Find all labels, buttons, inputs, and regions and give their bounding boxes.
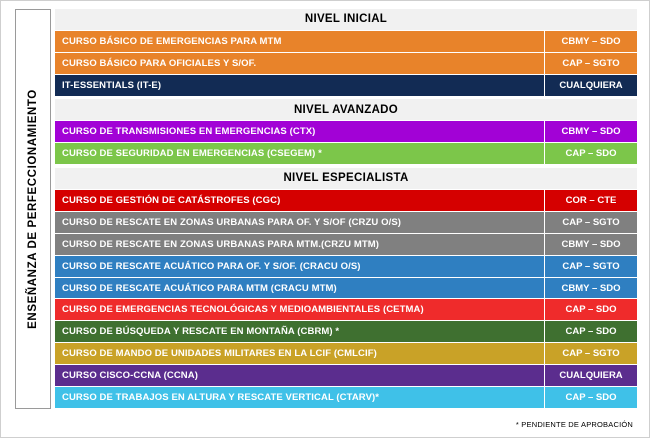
- course-rank-range: CAP – SDO: [544, 299, 637, 320]
- section-header: NIVEL AVANZADO: [55, 99, 637, 121]
- course-row[interactable]: [55, 278, 637, 300]
- course-row[interactable]: [55, 387, 637, 409]
- course-name: CURSO DE RESCATE EN ZONAS URBANAS PARA OF. Y S/OF (CRZU O/S): [55, 212, 544, 233]
- course-row[interactable]: [55, 343, 637, 365]
- course-row[interactable]: [55, 143, 637, 165]
- course-row[interactable]: [55, 190, 637, 212]
- course-rank-range: CBMY – SDO: [544, 278, 637, 299]
- course-name: IT-ESSENTIALS (IT-E): [55, 75, 544, 96]
- course-row[interactable]: [55, 365, 637, 387]
- course-name: CURSO DE TRANSMISIONES EN EMERGENCIAS (CTX): [55, 121, 544, 142]
- course-row[interactable]: [55, 321, 637, 343]
- training-levels-chart: [15, 9, 637, 409]
- vertical-axis-title-label: ENSEÑANZA DE PERFECCIONAMIENTO: [27, 89, 39, 329]
- course-rank-range: CAP – SGTO: [544, 256, 637, 277]
- course-rank-range: CAP – SGTO: [544, 343, 637, 364]
- section-header: NIVEL INICIAL: [55, 9, 637, 31]
- course-rank-range: CAP – SDO: [544, 143, 637, 164]
- course-row[interactable]: [55, 212, 637, 234]
- course-name: CURSO DE RESCATE EN ZONAS URBANAS PARA MTM.(CRZU MTM): [55, 234, 544, 255]
- course-name: CURSO DE EMERGENCIAS TECNOLÓGICAS Y MEDIOAMBIENTALES (CETMA): [55, 299, 544, 320]
- course-row[interactable]: [55, 121, 637, 143]
- course-name: CURSO DE RESCATE ACUÁTICO PARA OF. Y S/OF. (CRACU O/S): [55, 256, 544, 277]
- course-rank-range: CAP – SDO: [544, 387, 637, 408]
- course-row[interactable]: [55, 31, 637, 53]
- vertical-axis-title: [15, 9, 51, 409]
- course-row[interactable]: [55, 234, 637, 256]
- levels-column: [55, 9, 637, 409]
- course-rank-range: CUALQUIERA: [544, 75, 637, 96]
- course-rank-range: CAP – SDO: [544, 321, 637, 342]
- section-header: NIVEL ESPECIALISTA: [55, 168, 637, 190]
- course-name: CURSO DE RESCATE ACUÁTICO PARA MTM (CRACU MTM): [55, 278, 544, 299]
- course-name: CURSO DE SEGURIDAD EN EMERGENCIAS (CSEGEM) *: [55, 143, 544, 164]
- course-name: CURSO CISCO-CCNA (CCNA): [55, 365, 544, 386]
- course-name: CURSO BÁSICO DE EMERGENCIAS PARA MTM: [55, 31, 544, 52]
- course-rank-range: CUALQUIERA: [544, 365, 637, 386]
- course-rank-range: COR – CTE: [544, 190, 637, 211]
- course-name: CURSO BÁSICO PARA OFICIALES Y S/OF.: [55, 53, 544, 74]
- course-row[interactable]: [55, 53, 637, 75]
- course-rank-range: CBMY – SDO: [544, 121, 637, 142]
- course-row[interactable]: [55, 256, 637, 278]
- course-rank-range: CBMY – SDO: [544, 31, 637, 52]
- footnote: * PENDIENTE DE APROBACIÓN: [515, 420, 633, 429]
- course-name: CURSO DE BÚSQUEDA Y RESCATE EN MONTAÑA (CBRM) *: [55, 321, 544, 342]
- course-rank-range: CAP – SGTO: [544, 53, 637, 74]
- course-name: CURSO DE GESTIÓN DE CATÁSTROFES (CGC): [55, 190, 544, 211]
- course-name: CURSO DE MANDO DE UNIDADES MILITARES EN LA LCIF (CMLCIF): [55, 343, 544, 364]
- course-name: CURSO DE TRABAJOS EN ALTURA Y RESCATE VERTICAL (CTARV)*: [55, 387, 544, 408]
- course-row[interactable]: [55, 75, 637, 97]
- course-rank-range: CAP – SGTO: [544, 212, 637, 233]
- course-row[interactable]: [55, 299, 637, 321]
- course-rank-range: CBMY – SDO: [544, 234, 637, 255]
